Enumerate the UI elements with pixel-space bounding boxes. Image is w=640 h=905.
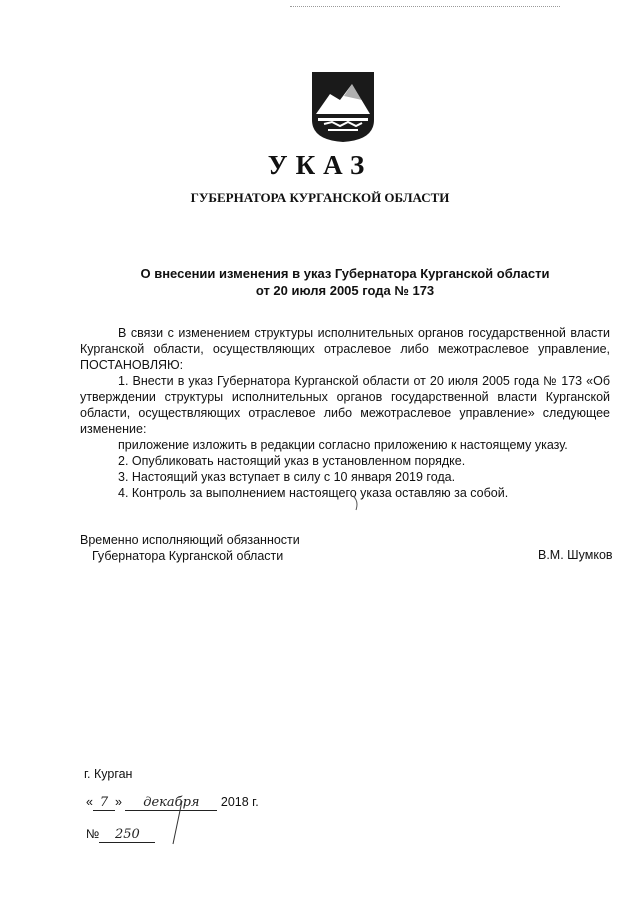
date-quote-close: »	[114, 795, 122, 809]
document-subject	[120, 265, 570, 299]
date-day: 7	[93, 795, 115, 811]
item-4-paragraph: 4. Контроль за выполнением настоящего указа оставляю за собой.	[118, 486, 509, 500]
item-3-paragraph: 3. Настоящий указ вступает в силу с 10 января 2019 года.	[118, 470, 456, 484]
document-title: УКАЗ	[267, 150, 373, 180]
position-line-1: Временно исполняющий обязанности	[80, 533, 300, 547]
pen-mark-icon	[350, 495, 362, 511]
date-year: 2018 г.	[220, 795, 259, 809]
subject-line-1: О внесении изменения в указ Губернатора Курганской области	[140, 266, 550, 281]
coat-of-arms-icon	[310, 70, 376, 144]
document-body	[80, 325, 610, 501]
position-line-2: Губернатора Курганской области	[92, 549, 284, 563]
signatory-name: В.М. Шумков	[538, 548, 613, 562]
number-label: №	[86, 827, 100, 841]
handwritten-stroke-icon	[170, 800, 184, 845]
date-month: декабря	[125, 795, 217, 811]
number-value: 250	[99, 827, 155, 843]
issuing-authority: ГУБЕРНАТОРА КУРГАНСКОЙ ОБЛАСТИ	[190, 190, 450, 205]
item-1-paragraph: 1. Внести в указ Губернатора Курганской области от 20 июля 2005 года № 173 «Об утверждении структуры исполнительных органов государственной власти Курганской области, осуществляющих отраслевое либо межотраслевое управление» следующее изменение:	[80, 374, 610, 436]
preamble-paragraph: В связи с изменением структуры исполнительных органов государственной власти Курганской области, осуществляющих отраслевое либо межотраслевое управление, ПОСТАНОВЛЯЮ:	[80, 326, 610, 372]
item-1-detail: приложение изложить в редакции согласно приложению к настоящему указу.	[118, 438, 568, 452]
item-2-paragraph: 2. Опубликовать настоящий указ в установленном порядке.	[118, 454, 466, 468]
signatory-position	[80, 532, 300, 564]
date-quote-open: «	[86, 795, 93, 809]
document-number	[86, 827, 155, 843]
subject-line-2: от 20 июля 2005 года № 173	[255, 283, 435, 298]
issue-city: г. Курган	[84, 767, 133, 781]
scan-artifact-dots	[290, 6, 560, 9]
